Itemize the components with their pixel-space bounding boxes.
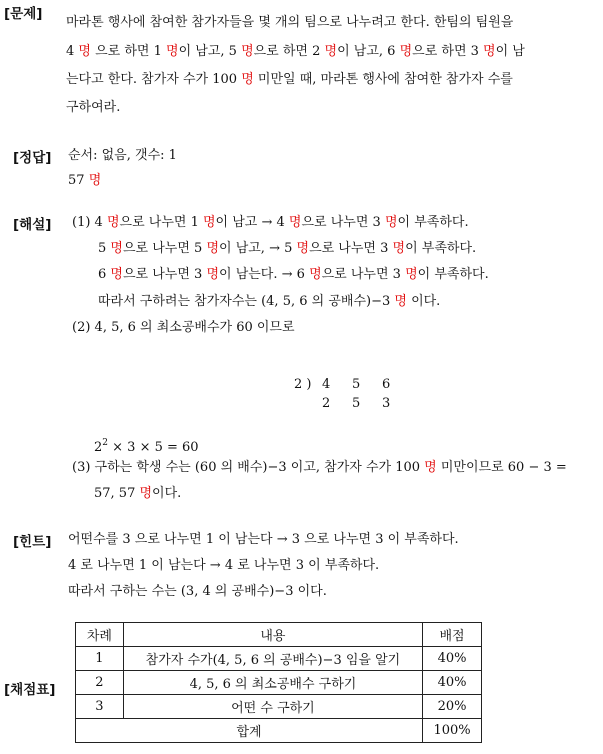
division-cell: 5 [352,377,361,392]
lcm-formula: $2^2 \times 3 \times 5 = 60$ [94,438,199,455]
explanation-line: 57, 57 명이다. [94,486,182,501]
table-row [76,671,482,695]
explanation-line: 따라서 구하려는 참가자수는 (4, 5, 6 의 공배수)−3 명 이다. [98,294,441,309]
unit-highlight: 명 [206,267,219,282]
division-divisor: 2 ) [294,377,312,392]
table-total-row [76,719,482,743]
unit-highlight: 명 [405,267,418,282]
answer-order-count: 순서: 없음, 갯수: 1 [68,148,177,163]
unit-highlight: 명 [241,44,254,59]
unit-highlight: 명 [483,44,496,59]
unit-highlight: 명 [78,44,91,59]
division-cell: 5 [352,396,361,411]
unit-highlight: 명 [166,44,179,59]
unit-highlight: 명 [309,267,322,282]
division-cell: 3 [382,396,391,411]
unit-highlight: 명 [288,215,302,230]
row-content: 4, 5, 6 의 최소공배수 구하기 [123,671,422,695]
unit-highlight: 명 [392,241,406,256]
division-cell: 4 [322,377,331,392]
row-points: 20% [423,695,482,719]
unit-highlight: 명 [106,215,120,230]
explanation-line: (3) 구하는 학생 수는 (60 의 배수)−3 이고, 참가자 수가 100 명 미만이므로 60 − 3 = [72,460,567,475]
scoring-table [75,622,482,743]
row-order: 2 [76,671,124,695]
division-cell: 6 [382,377,391,392]
unit-highlight: 명 [324,44,338,59]
unit-highlight: 명 [394,294,407,309]
unit-highlight: 명 [399,44,413,59]
row-order: 3 [76,695,124,719]
unit-highlight: 명 [206,241,219,256]
row-content: 어떤 수 구하기 [123,695,422,719]
division-bracket [315,374,393,394]
problem-label: [문제] [4,6,43,22]
header-points: 배점 [423,623,482,647]
total-label: 합계 [76,719,423,743]
row-content: 참가자 수가(4, 5, 6 의 공배수)−3 임을 알기 [123,647,422,671]
answer-value: 57 명 [68,173,102,188]
unit-highlight: 명 [384,215,398,230]
explanation-line: (1) 4 명으로 나누면 1 명이 남고 → 4 명으로 나누면 3 명이 부족하다. [72,215,469,230]
table-row [76,647,482,671]
problem-line: 마라톤 행사에 참여한 참가자들을 몇 개의 팀으로 나누려고 한다. 한팀의 팀원을 [66,15,514,30]
total-value: 100% [423,719,482,743]
hint-line: 4 로 나누면 1 이 남는다 → 4 로 나누면 3 이 부족하다. [68,558,380,573]
hint-line: 어떤수를 3 으로 나누면 1 이 남는다 → 3 으로 나누면 3 이 부족하다. [68,532,459,547]
explanation-line: (2) 4, 5, 6 의 최소공배수가 60 이므로 [72,320,295,335]
unit-highlight: 명 [424,460,437,475]
unit-highlight: 명 [296,241,310,256]
unit-highlight: 명 [110,267,123,282]
row-order: 1 [76,647,124,671]
table-header-row [76,623,482,647]
row-points: 40% [423,647,482,671]
unit-highlight: 명 [110,241,123,256]
problem-line: 는다고 한다. 참가자 수가 100 명 미만일 때, 마라톤 행사에 참여한 참가자 수를 [66,72,513,87]
explanation-label: [해설] [13,217,52,233]
hint-line: 따라서 구하는 수는 (3, 4 의 공배수)−3 이다. [68,584,327,599]
table-row [76,695,482,719]
unit-highlight: 명 [202,215,216,230]
problem-line: 구하여라. [66,100,121,115]
explanation-line: 6 명으로 나누면 3 명이 남는다. → 6 명으로 나누면 3 명이 부족하다. [98,267,489,282]
header-content: 내용 [123,623,422,647]
unit-highlight: 명 [241,72,254,87]
scoring-label: [채점표] [4,682,56,698]
answer-label: [정답] [13,150,52,166]
hint-label: [힌트] [13,534,52,550]
unit-highlight: 명 [139,486,153,501]
row-points: 40% [423,671,482,695]
explanation-line: 5 명으로 나누면 5 명이 남고, → 5 명으로 나누면 3 명이 부족하다. [98,241,477,256]
header-order: 차례 [76,623,124,647]
unit-highlight: 명 [88,173,102,188]
problem-line: 4 명 으로 하면 1 명이 남고, 5 명으로 하면 2 명이 남고, 6 명으로 하면 3 명이 남 [66,44,525,59]
division-row [294,394,402,414]
division-cell: 2 [322,396,331,411]
